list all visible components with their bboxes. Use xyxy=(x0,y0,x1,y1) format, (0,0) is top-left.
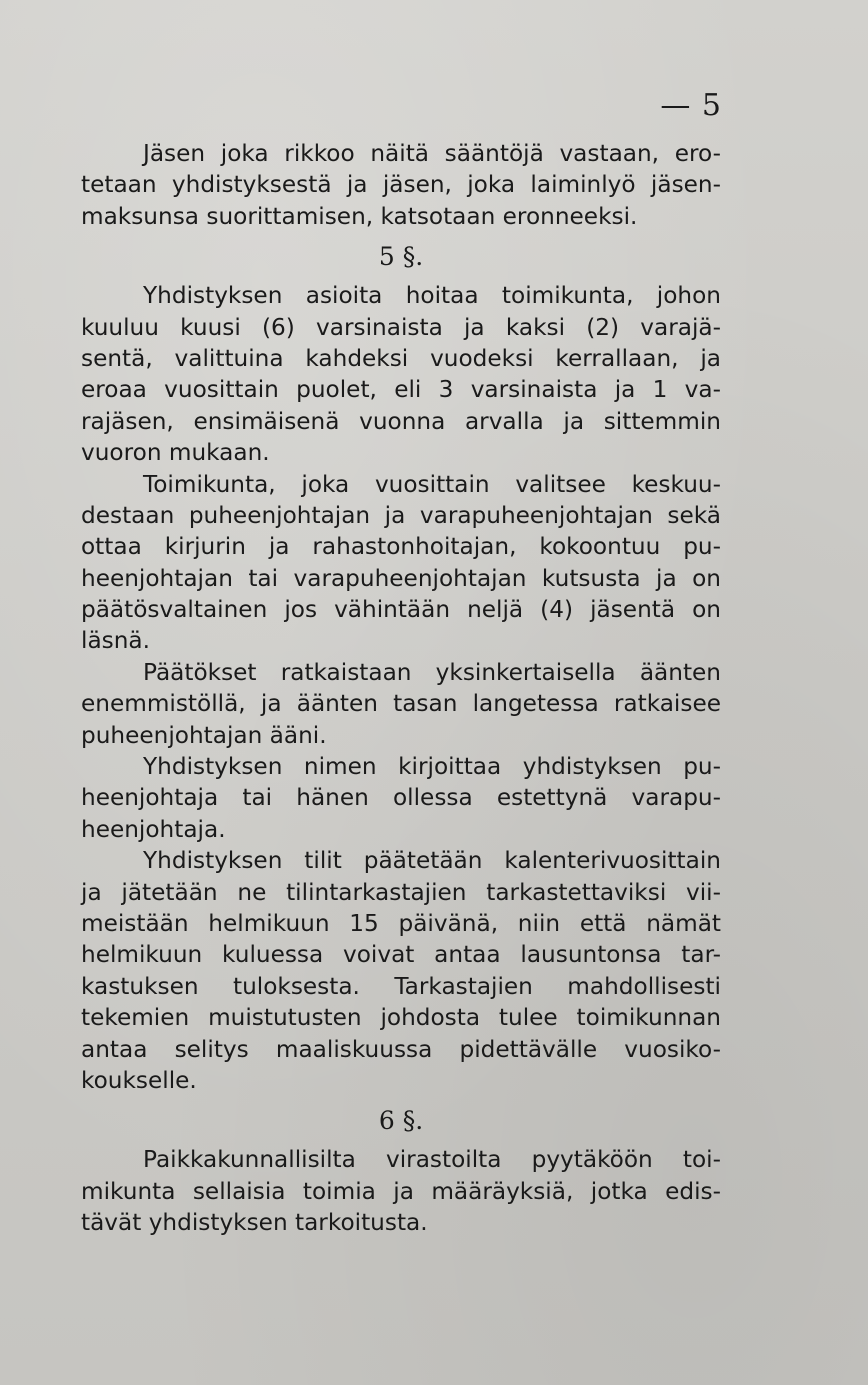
text-line: päätösvaltainen jos vähintään neljä (4) jäsentä on xyxy=(81,596,721,624)
text-line: Päätökset ratkaistaan yksinkertaisella äänten xyxy=(143,658,721,686)
text-line: meistään helmikuun 15 päivänä, niin että nämät xyxy=(81,909,721,937)
text-line: kastuksen tuloksesta. Tarkastajien mahdollisesti xyxy=(81,972,721,1000)
text-line: kuuluu kuusi (6) varsinaista ja kaksi (2) varajä- xyxy=(81,313,721,341)
text-line: Toimikunta, joka vuosittain valitsee keskuu- xyxy=(143,470,721,498)
text-line: ottaa kirjurin ja rahastonhoitajan, kokoontuu pu- xyxy=(81,533,721,561)
text-line: sentä, valittuina kahdeksi vuodeksi kerrallaan, ja xyxy=(81,344,721,372)
section-heading: 6 §. xyxy=(378,1106,424,1136)
text-line: puheenjohtajan ääni. xyxy=(81,721,327,749)
text-line: koukselle. xyxy=(81,1066,197,1094)
text-line: destaan puheenjohtajan ja varapuheenjohtajan sekä xyxy=(81,501,721,529)
text-line: maksunsa suorittamisen, katsotaan eronneeksi. xyxy=(81,202,638,230)
text-line: Paikkakunnallisilta virastoilta pyytäköön toi- xyxy=(143,1146,721,1174)
page-number: — 5 xyxy=(660,88,722,123)
text-line: mikunta sellaisia toimia ja määräyksiä, jotka edis- xyxy=(81,1177,721,1205)
body-text xyxy=(81,138,721,1239)
text-line: vuoron mukaan. xyxy=(81,439,270,467)
text-line: Yhdistyksen tilit päätetään kalenterivuosittain xyxy=(143,847,721,875)
text-line: heenjohtaja tai hänen ollessa estettynä varapu- xyxy=(81,784,721,812)
text-line: rajäsen, ensimäisenä vuonna arvalla ja sittemmin xyxy=(81,407,721,435)
text-line: tekemien muistutusten johdosta tulee toimikunnan xyxy=(81,1004,721,1032)
text-line: helmikuun kuluessa voivat antaa lausuntonsa tar- xyxy=(81,941,721,969)
text-line: eroaa vuosittain puolet, eli 3 varsinaista ja 1 va- xyxy=(81,376,721,404)
text-line: Yhdistyksen asioita hoitaa toimikunta, johon xyxy=(143,282,721,310)
text-line: tetaan yhdistyksestä ja jäsen, joka laiminlyö jäsen- xyxy=(81,171,721,199)
text-line: ja jätetään ne tilintarkastajien tarkastettaviksi vii- xyxy=(81,878,721,906)
text-line: tävät yhdistyksen tarkoitusta. xyxy=(81,1209,428,1237)
text-line: heenjohtaja. xyxy=(81,815,226,843)
text-line: läsnä. xyxy=(81,627,151,655)
text-line: antaa selitys maaliskuussa pidettävälle vuosiko- xyxy=(81,1035,721,1063)
text-line: heenjohtajan tai varapuheenjohtajan kutsusta ja on xyxy=(81,564,721,592)
text-line: Yhdistyksen nimen kirjoittaa yhdistyksen pu- xyxy=(143,753,721,781)
section-heading: 5 §. xyxy=(378,242,424,272)
text-line: enemmistöllä, ja äänten tasan langetessa ratkaisee xyxy=(81,690,721,718)
text-line: Jäsen joka rikkoo näitä sääntöjä vastaan, ero- xyxy=(143,140,721,167)
